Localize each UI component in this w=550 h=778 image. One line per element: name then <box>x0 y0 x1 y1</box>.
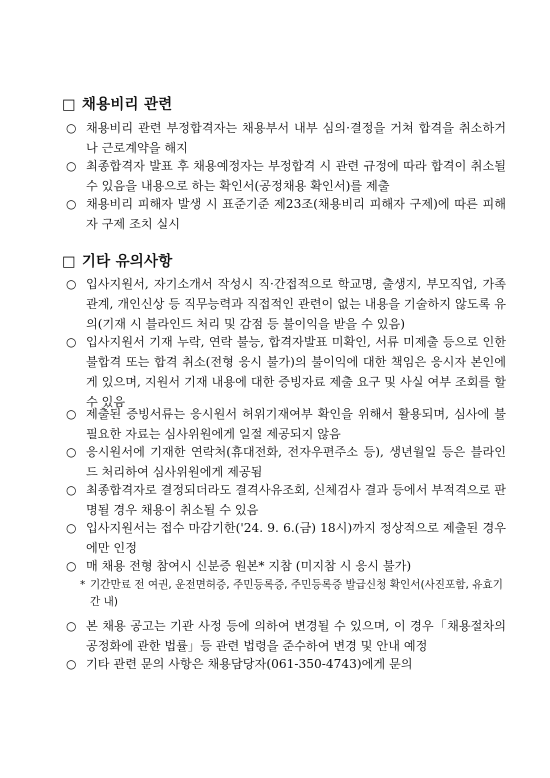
section-title-hiring-fraud <box>62 93 172 114</box>
list-item <box>66 442 506 482</box>
list-item <box>66 404 506 444</box>
item-text: 최종합격자 발표 후 채용예정자는 부정합격 시 관련 규정에 따라 합격이 취소될 수 있음을 내용으로 하는 확인서(공정채용 확인서)를 제출 <box>86 159 506 193</box>
item-text: 응시원서에 기재한 연락처(휴대전화, 전자우편주소 등), 생년월일 등은 블라인드 처리하여 심사위원에게 제공됨 <box>86 445 506 479</box>
section-marker: □ <box>62 97 76 113</box>
bullet-circle: ○ <box>66 559 77 573</box>
item-text: 제출된 증빙서류는 응시원서 허위기재여부 확인을 위해서 활용되며, 심사에 불필요한 자료는 심사위원에게 일절 제공되지 않음 <box>86 407 506 441</box>
list-item <box>66 556 506 576</box>
item-text: 매 채용 전형 참여시 신분증 원본* 지참 (미지참 시 응시 불가) <box>86 559 412 573</box>
section-title-text: 기타 유의사항 <box>81 253 173 270</box>
footnote <box>80 577 510 611</box>
list-item <box>66 616 506 656</box>
bullet-circle: ○ <box>66 121 77 135</box>
item-text: 채용비리 피해자 발생 시 표준기준 제23조(채용비리 피해자 구제)에 따른 피해자 구제 조치 실시 <box>86 197 506 231</box>
bullet-circle: ○ <box>66 657 77 671</box>
bullet-circle: ○ <box>66 159 77 173</box>
list-item <box>66 274 506 334</box>
list-item <box>66 118 506 158</box>
bullet-circle: ○ <box>66 407 77 421</box>
bullet-circle: ○ <box>66 445 77 459</box>
bullet-circle: ○ <box>66 197 77 211</box>
section-title-text: 채용비리 관련 <box>81 96 173 113</box>
item-text: 기타 관련 문의 사항은 채용담당자(061-350-4743)에게 문의 <box>86 657 413 671</box>
bullet-circle: ○ <box>66 521 77 535</box>
item-text: 채용비리 관련 부정합격자는 채용부서 내부 심의·결정을 거쳐 합격을 취소하거나 근로계약을 해지 <box>86 121 506 155</box>
list-item <box>66 518 506 558</box>
list-item <box>66 194 506 234</box>
item-text: 최종합격자로 결정되더라도 결격사유조회, 신체검사 결과 등에서 부적격으로 판명될 경우 채용이 취소될 수 있음 <box>86 483 506 517</box>
section-marker: □ <box>62 254 76 270</box>
list-item <box>66 332 506 412</box>
bullet-circle: ○ <box>66 619 77 633</box>
item-text: 입사지원서는 접수 마감기한('24. 9. 6.(금) 18시)까지 정상적으로 제출된 경우에만 인정 <box>86 521 506 555</box>
bullet-circle: ○ <box>66 335 77 349</box>
list-item <box>66 654 506 674</box>
item-text: 본 채용 공고는 기관 사정 등에 의하여 변경될 수 있으며, 이 경우「채용절차의 공정화에 관한 법률」등 관련 법령을 준수하여 변경 및 안내 예정 <box>86 619 506 653</box>
footnote-text: 기간만료 전 여권, 운전면허증, 주민등록증, 주민등록증 발급신청 확인서(사진포함, 유효기간 내) <box>90 579 503 608</box>
item-text: 입사지원서 기재 누락, 연락 불능, 합격자발표 미확인, 서류 미제출 등으로 인한 불합격 또는 합격 취소(전형 응시 불가)의 불이익에 대한 책임은 응시자 본인에게 있으며, 지원서 기재 내용에 대한 증빙자료 제출 요구 및 사실 여부 조회를 할 수 있음 <box>86 335 506 409</box>
section-title-other-notes <box>62 250 172 271</box>
bullet-circle: ○ <box>66 483 77 497</box>
item-text: 입사지원서, 자기소개서 작성시 직·간접적으로 학교명, 출생지, 부모직업, 가족관계, 개인신상 등 직무능력과 직접적인 관련이 없는 내용을 기술하지 않도록 유의(기재 시 블라인드 처리 및 감점 등 불이익을 받을 수 있음) <box>86 277 506 331</box>
bullet-circle: ○ <box>66 277 77 291</box>
footnote-marker: * <box>80 579 86 591</box>
list-item <box>66 480 506 520</box>
list-item <box>66 156 506 196</box>
